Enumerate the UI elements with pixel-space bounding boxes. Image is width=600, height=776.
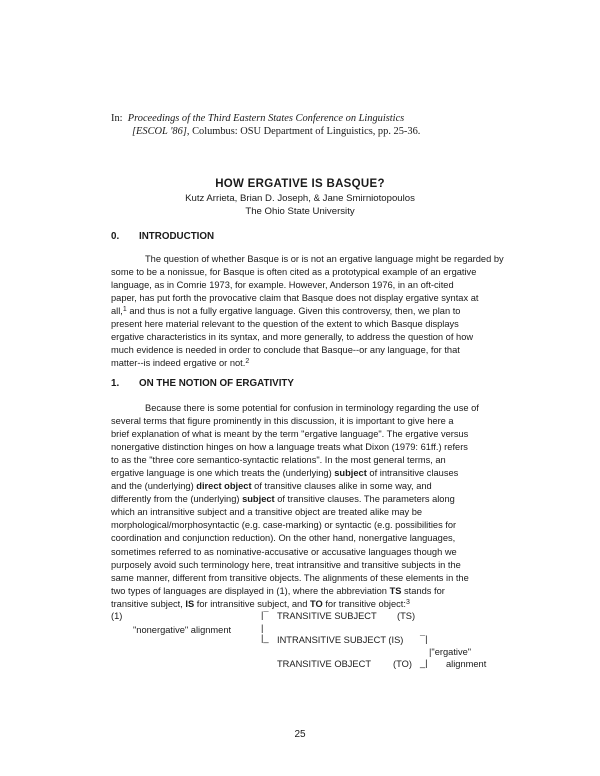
- ts-abbreviation: (TS): [397, 611, 416, 621]
- text-span: and thus is not a fully ergative language. Given this controversy, then, we plan to: [126, 306, 461, 317]
- text-line: Because there is some potential for confusion in terminology regarding the use of: [145, 403, 479, 413]
- text-line: some to be a nonissue, for Basque is often cited as a prototypical example of an ergative: [111, 267, 477, 278]
- term-subject: subject: [334, 468, 367, 479]
- text-line: present here material relevant to the question of the extent to which Basque displays: [111, 319, 459, 330]
- text-line: [111, 493, 519, 506]
- alignment-label: alignment: [446, 659, 487, 669]
- section-1-heading: [111, 378, 294, 389]
- text-span: of transitive clauses. The parameters along: [274, 494, 455, 505]
- text-line: language, as in Comrie 1973, for example. However, Anderson 1976, in an oft-cited: [111, 280, 454, 291]
- section-title: INTRODUCTION: [139, 231, 215, 242]
- text-line: morphological/morphosyntactic (e.g. case-marking) or syntactic (e.g. possibilities for: [111, 520, 457, 531]
- text-line: much evidence is needed in order to conclude that Basque--or any language, for that: [111, 345, 460, 356]
- is-bracket: |_: [261, 633, 269, 643]
- is-bracket-tail: ¯|: [420, 634, 428, 644]
- section-number: 0.: [111, 231, 120, 242]
- text-span: matter--is indeed ergative or not.: [111, 358, 246, 369]
- text-line: [111, 467, 519, 480]
- term-subject: subject: [242, 494, 275, 505]
- text-span: for intransitive subject, and: [194, 598, 310, 609]
- proceedings-abbrev: [ESCOL '86]: [132, 126, 187, 137]
- text-line: same manner, different from transitive objects. The alignments of these elements in the: [111, 572, 469, 583]
- text-line: nonergative distinction hinges on how a language treats what Dixon (1979: 61ff.) refers: [111, 442, 468, 453]
- text-line: which an intransitive subject and a transitive object are treated alike may be: [111, 507, 423, 518]
- text-line: sometimes referred to as nominative-accusative or accusative languages though we: [111, 546, 457, 557]
- text-span: and the (underlying): [111, 481, 197, 492]
- text-line: to as the "three core semantico-syntactic relations". In the most general terms, an: [111, 455, 446, 466]
- affiliation: The Ohio State University: [245, 206, 355, 217]
- transitive-subject: TRANSITIVE SUBJECT: [277, 611, 377, 621]
- intransitive-subject: INTRANSITIVE SUBJECT (IS): [277, 635, 404, 645]
- footnote-2: 2: [245, 358, 250, 366]
- to-bracket-tail: _|: [420, 658, 428, 668]
- nonergative-alignment-label: "nonergative" alignment: [133, 625, 232, 635]
- section-number: 1.: [111, 378, 120, 389]
- proceedings-title: Proceedings of the Third Eastern States Conference on Linguistics: [127, 113, 405, 124]
- text-span: for transitive object:: [322, 598, 406, 609]
- text-line: [111, 480, 519, 493]
- text-line: [111, 598, 519, 611]
- text-line: several terms that figure prominently in this discussion, it is important to give here a: [111, 416, 454, 427]
- author-block: [0, 192, 600, 218]
- citation-prefix: In:: [111, 113, 123, 124]
- to-abbreviation: (TO): [393, 659, 412, 669]
- transitive-object: TRANSITIVE OBJECT: [277, 659, 372, 669]
- text-span: of transitive clauses alike in some way, and: [251, 481, 432, 492]
- ergative-alignment-label: |"ergative": [429, 647, 472, 657]
- citation-publisher: , Columbus: OSU Department of Linguistics, pp. 25-36.: [186, 126, 421, 137]
- text-line: paper, has put forth the provocative claim that Basque does not display ergative syntax at: [111, 293, 479, 304]
- ts-bracket: |¯: [261, 610, 269, 620]
- text-line: [111, 357, 519, 370]
- text-span: stands for: [401, 585, 445, 596]
- bracket-bar: |: [261, 623, 264, 633]
- section-0-heading: [111, 231, 214, 242]
- text-span: ergative language is one which treats the (underlying): [111, 468, 335, 479]
- section-title: ON THE NOTION OF ERGATIVITY: [139, 378, 294, 389]
- ergativity-paragraph: [111, 402, 519, 611]
- authors: Kutz Arrieta, Brian D. Joseph, & Jane Smirniotopoulos: [185, 193, 415, 204]
- text-line: ergative characteristics in its syntax, and more generally, to address the question of how: [111, 332, 474, 343]
- text-line: The question of whether Basque is or is not an ergative language might be regarded by: [145, 254, 504, 264]
- text-line: purposely avoid such terminology here, treat intransitive and transitive subjects in the: [111, 559, 461, 570]
- citation: [111, 112, 420, 138]
- abbr-to: TO: [309, 598, 323, 609]
- page-number: 25: [294, 729, 306, 740]
- paper-title: HOW ERGATIVE IS BASQUE?: [215, 178, 385, 190]
- text-span: differently from the (underlying): [111, 494, 243, 505]
- text-span: transitive subject,: [111, 598, 186, 609]
- footnote-3: 3: [405, 598, 410, 606]
- abbr-ts: TS: [389, 585, 402, 596]
- footnote-1: 1: [122, 306, 127, 314]
- text-line: coordination and conjunction reduction). On the other hand, nonergative languages,: [111, 533, 456, 544]
- example-label: (1): [111, 611, 123, 621]
- text-line: [111, 585, 519, 598]
- text-span: of intransitive clauses: [366, 468, 459, 479]
- text-span: all,: [111, 306, 123, 317]
- intro-paragraph: [111, 253, 519, 370]
- text-span: two types of languages are displayed in (1), where the abbreviation: [111, 585, 390, 596]
- term-direct-object: direct object: [196, 481, 252, 492]
- text-line: [111, 305, 519, 318]
- text-line: brief explanation of what is meant by the term "ergative language". The ergative versus: [111, 429, 469, 440]
- abbr-is: IS: [185, 598, 195, 609]
